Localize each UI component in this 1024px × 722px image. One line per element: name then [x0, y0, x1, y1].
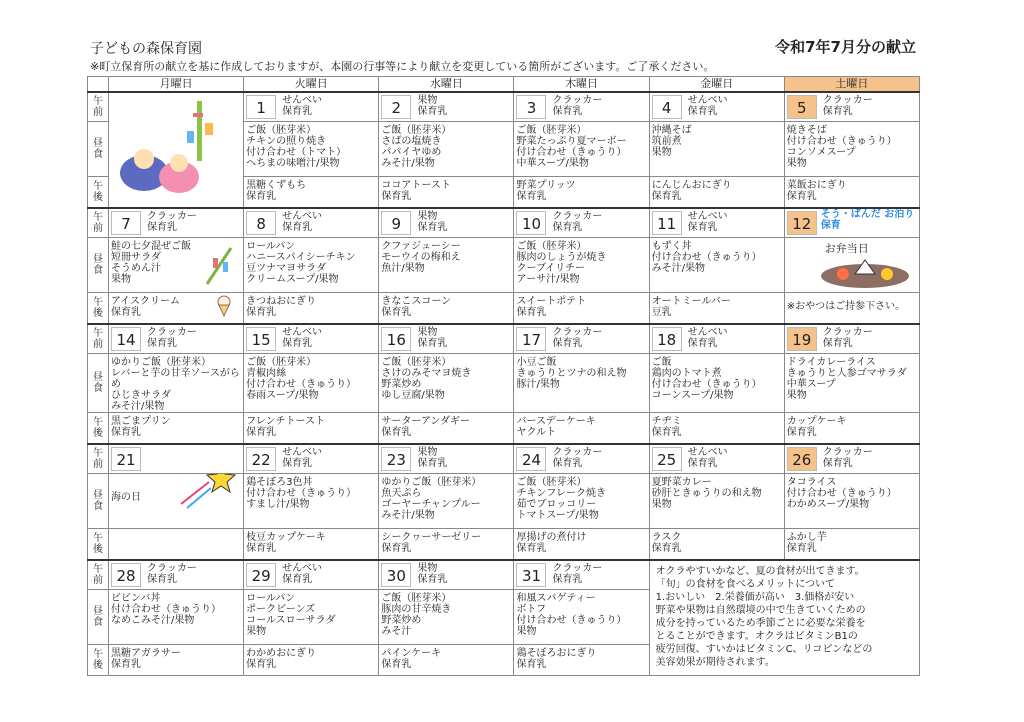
day-31-lunch — [514, 590, 649, 645]
snack-box — [379, 209, 513, 237]
day-12-snack-pm — [784, 293, 919, 325]
snack-box — [379, 325, 513, 353]
am-snack-text: 果物 保育乳 — [417, 447, 448, 469]
day-15-lunch — [244, 354, 379, 413]
lunch-text: クファジューシー モーウイの梅和え 魚汁/果物 — [381, 241, 461, 274]
day-7-snack-pm — [109, 293, 244, 325]
day-28-snack-am — [109, 560, 244, 590]
row-label-pm: 午 後 — [88, 645, 109, 676]
date-number-21: 21 — [111, 447, 141, 471]
day-1-snack-pm — [244, 177, 379, 209]
day-2-lunch — [379, 122, 514, 177]
day-1-lunch — [244, 122, 379, 177]
snack-box — [785, 445, 919, 473]
lunch-text: もずく丼 付け合わせ（きゅうり） みそ汁/果物 — [651, 241, 762, 274]
row-label-pm: 午 後 — [88, 413, 109, 445]
day-2-snack-pm — [379, 177, 514, 209]
row-label-am: 午 前 — [88, 324, 109, 354]
week-1-row-lunch — [88, 238, 920, 293]
snack-box — [379, 445, 513, 473]
pm-snack-text: 黒糖アガラサー 保育乳 — [111, 648, 181, 670]
day-25-snack-am — [649, 444, 784, 474]
lunch-text: 海の日 — [111, 492, 142, 503]
date-number-9: 9 — [381, 211, 411, 235]
week-3-row-pm — [88, 529, 920, 561]
pm-snack-text: 黒ごまプリン 保育乳 — [111, 416, 171, 438]
pm-snack-text: ※おやつはご持参下さい。 — [786, 301, 906, 312]
day-4-lunch — [649, 122, 784, 177]
bento-day-label: お弁当日 — [824, 242, 869, 255]
snack-box — [650, 325, 784, 353]
day-21-snack-am — [109, 444, 244, 474]
day-10-lunch — [514, 238, 649, 293]
pm-snack-text: シークヮーサーゼリー 保育乳 — [381, 532, 482, 554]
am-snack-text: 果物 保育乳 — [417, 327, 448, 349]
day-31-snack-pm — [514, 645, 649, 676]
weekday-sat: 土曜日 — [784, 77, 919, 93]
snack-box — [514, 93, 648, 121]
day-25-lunch — [649, 474, 784, 529]
lunch-text: ゆかりご飯（胚芽米） レバーと芋の甘辛ソースがらめ ひじきサラダ みそ汁/果物 — [111, 357, 240, 412]
pm-snack-text: カップケーキ 保育乳 — [786, 416, 847, 438]
snack-box — [109, 445, 243, 473]
date-number-11: 11 — [652, 211, 682, 235]
am-snack-text: クラッカー 保育乳 — [147, 327, 197, 349]
pm-snack-text: 黒糖くずもち 保育乳 — [246, 180, 307, 202]
day-29-snack-pm — [244, 645, 379, 676]
snack-box — [244, 445, 378, 473]
day-8-lunch — [244, 238, 379, 293]
snack-box — [109, 209, 243, 237]
am-snack-text: 果物 保育乳 — [417, 563, 448, 585]
row-label-pm: 午 後 — [88, 529, 109, 561]
lunch-text: ご飯 鶏肉のトマト煮 付け合わせ（きゅうり） コーンスープ/果物 — [651, 357, 762, 401]
lunch-text: ご飯（胚芽米） さけのみそマヨ焼き 野菜炒め ゆし豆腐/果物 — [381, 357, 472, 401]
event-label: そう・ばんだ お泊り保育 — [820, 209, 915, 231]
day-12-lunch — [784, 238, 919, 293]
lunch-text: ゆかりご飯（胚芽米） 魚天ぷら ゴーヤーチャンプルー みそ汁/果物 — [381, 477, 482, 521]
date-number-2: 2 — [381, 95, 411, 119]
snack-box — [109, 561, 243, 589]
day-8-snack-pm — [244, 293, 379, 325]
date-number-23: 23 — [381, 447, 411, 471]
day-29-lunch — [244, 590, 379, 645]
pm-snack-text: フレンチトースト 保育乳 — [246, 416, 326, 438]
day-18-lunch — [649, 354, 784, 413]
pm-snack-text: バースデーケーキ ヤクルト — [516, 416, 596, 438]
lunch-text: 焼きそば 付け合わせ（きゅうり） コンソメスープ 果物 — [786, 125, 897, 169]
bamboo-icon — [199, 244, 239, 288]
row-label-lunch: 昼 食 — [88, 590, 109, 645]
snack-box — [785, 93, 919, 121]
date-number-29: 29 — [246, 563, 276, 587]
menu-calendar — [87, 76, 920, 676]
date-number-28: 28 — [111, 563, 141, 587]
snack-box — [650, 209, 784, 237]
day-25-snack-pm — [649, 529, 784, 561]
pm-snack-text: 枝豆カップケーキ 保育乳 — [246, 532, 326, 554]
am-snack-text: 果物 保育乳 — [417, 95, 448, 117]
pm-snack-text: にんじんおにぎり 保育乳 — [651, 180, 732, 202]
day-22-snack-am — [244, 444, 379, 474]
day-30-lunch — [379, 590, 514, 645]
am-snack-text: せんべい 保育乳 — [282, 327, 322, 349]
date-number-22: 22 — [246, 447, 276, 471]
day-14-snack-pm — [109, 413, 244, 445]
lunch-text: ビビンバ丼 付け合わせ（きゅうり） なめこみそ汁/果物 — [111, 593, 222, 626]
weekday-mon: 月曜日 — [109, 77, 244, 93]
day-15-snack-am — [244, 324, 379, 354]
seasonal-food-note — [649, 560, 919, 676]
am-snack-text: クラッカー 保育乳 — [552, 447, 603, 469]
day-9-lunch — [379, 238, 514, 293]
lunch-text: ご飯（胚芽米） 野菜たっぷり夏マーボー 付け合わせ（きゅうり） 中華スープ/果物 — [516, 125, 627, 169]
snack-box — [379, 93, 513, 121]
snack-box — [244, 325, 378, 353]
date-number-7: 7 — [111, 211, 141, 235]
lunch-text: 夏野菜カレー 砂肝ときゅうりの和え物 果物 — [651, 477, 762, 510]
day-5-snack-am — [784, 92, 919, 122]
day-31-snack-am — [514, 560, 649, 590]
lunch-text: タコライス 付け合わせ（きゅうり） わかめスープ/果物 — [786, 477, 897, 510]
day-17-lunch — [514, 354, 649, 413]
pm-snack-text: パインケーキ 保育乳 — [381, 648, 442, 670]
date-number-12: 12 — [787, 211, 817, 235]
snack-box — [244, 561, 378, 589]
day-4-snack-pm — [649, 177, 784, 209]
snack-box — [514, 325, 648, 353]
row-label-am: 午 前 — [88, 208, 109, 238]
am-snack-text: クラッカー 保育乳 — [552, 563, 603, 585]
pm-snack-text: 野菜プリッツ 保育乳 — [516, 180, 576, 202]
row-label-lunch: 昼 食 — [88, 238, 109, 293]
menu-title: 令和7年7月分の献立 — [775, 38, 916, 56]
day-16-lunch — [379, 354, 514, 413]
pm-snack-text: わかめおにぎり 保育乳 — [246, 648, 317, 670]
pm-snack-text: 鶏そぼろおにぎり 保育乳 — [516, 648, 597, 670]
week-3-row-lunch — [88, 474, 920, 529]
day-12-snack-am — [784, 208, 919, 238]
am-snack-text: クラッカー 保育乳 — [552, 327, 603, 349]
lunch-text: 和風スパゲティー ボトフ 付け合わせ（きゅうり） 果物 — [516, 593, 627, 637]
bento-icon — [815, 254, 915, 290]
snack-box — [109, 325, 243, 353]
day-19-lunch — [784, 354, 919, 413]
day-28-snack-pm — [109, 645, 244, 676]
snack-box — [244, 93, 378, 121]
day-10-snack-pm — [514, 293, 649, 325]
day-26-snack-pm — [784, 529, 919, 561]
pm-snack-text: 厚揚げの煮付け 保育乳 — [516, 532, 587, 554]
date-number-16: 16 — [381, 327, 411, 351]
snack-box — [379, 561, 513, 589]
am-snack-text: せんべい 保育乳 — [687, 95, 728, 117]
snack-box — [785, 325, 919, 353]
pm-snack-text: オートミールバー 豆乳 — [651, 296, 731, 318]
lunch-text: ご飯（胚芽米） チキンフレーク焼き 茹でブロッコリー トマトスープ/果物 — [516, 477, 606, 521]
am-snack-text: せんべい 保育乳 — [687, 211, 728, 233]
date-number-17: 17 — [516, 327, 546, 351]
am-snack-text: クラッカー 保育乳 — [552, 95, 603, 117]
week-3-row-am — [88, 444, 920, 474]
day-14-snack-am — [109, 324, 244, 354]
row-label-am: 午 前 — [88, 444, 109, 474]
lunch-text: ご飯（胚芽米） さばの塩焼き パパイヤゆめ みそ汁/果物 — [381, 125, 452, 169]
week-1-row-pm — [88, 293, 920, 325]
pm-snack-text: ラスク 保育乳 — [651, 532, 682, 554]
lunch-text: 小豆ご飯 きゅうりとツナの和え物 豚汁/果物 — [516, 357, 627, 390]
day-5-lunch — [784, 122, 919, 177]
am-snack-text: せんべい 保育乳 — [282, 211, 322, 233]
weekday-wed: 水曜日 — [379, 77, 514, 93]
day-9-snack-am — [379, 208, 514, 238]
day-17-snack-am — [514, 324, 649, 354]
day-3-lunch — [514, 122, 649, 177]
pm-snack-text: きなこスコーン 保育乳 — [381, 296, 452, 318]
lunch-text: 鶏そぼろ3色丼 付け合わせ（きゅうり） すまし汁/果物 — [246, 477, 357, 510]
day-14-lunch — [109, 354, 244, 413]
day-18-snack-am — [649, 324, 784, 354]
snack-box — [514, 209, 648, 237]
date-number-3: 3 — [516, 95, 546, 119]
week-1-row-am — [88, 208, 920, 238]
pm-snack-text: サーターアンダギー 保育乳 — [381, 416, 471, 438]
am-snack-text: クラッカー 保育乳 — [147, 563, 197, 585]
day-24-lunch — [514, 474, 649, 529]
date-number-18: 18 — [652, 327, 682, 351]
day-3-snack-am — [514, 92, 649, 122]
date-number-24: 24 — [516, 447, 546, 471]
day-18-snack-pm — [649, 413, 784, 445]
weekday-thu: 木曜日 — [514, 77, 649, 93]
day-15-snack-pm — [244, 413, 379, 445]
corner-cell — [88, 77, 109, 93]
am-snack-text: せんべい 保育乳 — [687, 447, 728, 469]
lunch-text: ドライカレーライス きゅうりと人参ゴマサラダ 中華スープ 果物 — [786, 357, 907, 401]
pm-snack-text: スイートポテト 保育乳 — [516, 296, 587, 318]
pm-snack-text: アイスクリーム 保育乳 — [111, 296, 181, 318]
am-snack-text: クラッカー 保育乳 — [552, 211, 603, 233]
ice-cream-icon — [213, 295, 235, 317]
tanabata-icon — [109, 93, 243, 203]
day-30-snack-am — [379, 560, 514, 590]
day-3-snack-pm — [514, 177, 649, 209]
row-label-lunch: 昼 食 — [88, 354, 109, 413]
seasonal-note-text: オクラやすいかなど、夏の食材が出てきます。 「旬」の食材を食べるメリットについて 1.おいしい 2.栄養価が高い 3.価格が安い 野菜や果物は自然環境の中で生きていくための 成分を持っているため季節ごとに必要な栄養を とることができます。オクラはビタミンB1の 疲労回復、すいかはビタミンC、リコピンなどの 美容効果が期待されます。 — [655, 566, 873, 668]
row-label-am: 午 前 — [88, 560, 109, 590]
snack-box — [650, 445, 784, 473]
day-26-lunch — [784, 474, 919, 529]
day-28-lunch — [109, 590, 244, 645]
day-22-lunch — [244, 474, 379, 529]
date-number-10: 10 — [516, 211, 546, 235]
day-24-snack-pm — [514, 529, 649, 561]
weekday-fri: 金曜日 — [649, 77, 784, 93]
lunch-text: ご飯（胚芽米） 豚肉の甘辛焼き 野菜炒め みそ汁 — [381, 593, 452, 637]
day-8-snack-am — [244, 208, 379, 238]
pm-snack-text: ココアトースト 保育乳 — [381, 180, 451, 202]
day-16-snack-am — [379, 324, 514, 354]
day-4-snack-am — [649, 92, 784, 122]
week-4-row-am — [88, 560, 920, 590]
lunch-text: ロールパン ハニースパイシーチキン 豆ツナマヨサラダ クリームスープ/果物 — [246, 241, 356, 285]
day-11-snack-pm — [649, 293, 784, 325]
row-label-pm: 午 後 — [88, 177, 109, 209]
snack-box — [244, 209, 378, 237]
day-11-snack-am — [649, 208, 784, 238]
am-snack-text: クラッカー 保育乳 — [822, 95, 873, 117]
date-number-1: 1 — [246, 95, 276, 119]
week-2-row-lunch — [88, 354, 920, 413]
date-number-4: 4 — [652, 95, 682, 119]
pm-snack-text: チヂミ 保育乳 — [651, 416, 682, 438]
day-23-snack-pm — [379, 529, 514, 561]
lunch-text: ご飯（胚芽米） 青椒肉絲 付け合わせ（きゅうり） 春雨スープ/果物 — [246, 357, 357, 401]
day-22-snack-pm — [244, 529, 379, 561]
day-23-snack-am — [379, 444, 514, 474]
am-snack-text: せんべい 保育乳 — [282, 95, 322, 117]
day-10-snack-am — [514, 208, 649, 238]
lunch-text: ご飯（胚芽米） チキンの照り焼き 付け合わせ（トマト） へちまの味噌汁/果物 — [246, 125, 347, 169]
page-header — [90, 36, 920, 76]
day-30-snack-pm — [379, 645, 514, 676]
date-number-14: 14 — [111, 327, 141, 351]
am-snack-text: せんべい 保育乳 — [687, 327, 728, 349]
day-2-snack-am — [379, 92, 514, 122]
week-2-row-pm — [88, 413, 920, 445]
day-19-snack-pm — [784, 413, 919, 445]
date-number-8: 8 — [246, 211, 276, 235]
date-number-31: 31 — [516, 563, 546, 587]
week-0-row-am — [88, 92, 920, 122]
day-19-snack-am — [784, 324, 919, 354]
day-1-snack-am — [244, 92, 379, 122]
date-number-19: 19 — [787, 327, 817, 351]
date-number-26: 26 — [787, 447, 817, 471]
pm-snack-text: ふかし芋 保育乳 — [786, 532, 827, 554]
am-snack-text: 果物 保育乳 — [417, 211, 448, 233]
day-9-snack-pm — [379, 293, 514, 325]
day-21-lunch — [109, 474, 244, 529]
date-number-30: 30 — [381, 563, 411, 587]
date-number-15: 15 — [246, 327, 276, 351]
weekday-tue: 火曜日 — [244, 77, 379, 93]
day-24-snack-am — [514, 444, 649, 474]
lunch-text: ロールパン ポークビーンズ コールスローサラダ 果物 — [246, 593, 336, 637]
shooting-star-icon — [177, 474, 237, 511]
am-snack-text: クラッカー 保育乳 — [822, 327, 873, 349]
snack-box — [514, 445, 648, 473]
day-23-lunch — [379, 474, 514, 529]
snack-box — [650, 93, 784, 121]
day-5-snack-pm — [784, 177, 919, 209]
row-label-lunch: 昼 食 — [88, 474, 109, 529]
notice-text: ※町立保育所の献立を基に作成しておりますが、本園の行事等により献立を変更している箇所がございます。ご了承ください。 — [90, 60, 715, 73]
day-21-snack-pm — [109, 529, 244, 561]
tanabata-illustration — [109, 92, 244, 208]
pm-snack-text — [109, 529, 243, 532]
am-snack-text: クラッカー 保育乳 — [147, 211, 197, 233]
day-11-lunch — [649, 238, 784, 293]
pm-snack-text: 菜飯おにぎり 保育乳 — [786, 180, 847, 202]
am-snack-text: クラッカー 保育乳 — [822, 447, 873, 469]
row-label-pm: 午 後 — [88, 293, 109, 325]
lunch-text: 鮭の七夕混ぜご飯 短冊サラダ そうめん汁 果物 — [111, 241, 192, 285]
day-29-snack-am — [244, 560, 379, 590]
day-26-snack-am — [784, 444, 919, 474]
am-snack-text: せんべい 保育乳 — [282, 563, 322, 585]
date-number-25: 25 — [652, 447, 682, 471]
day-7-lunch — [109, 238, 244, 293]
day-7-snack-am — [109, 208, 244, 238]
row-label-am: 午 前 — [88, 92, 109, 122]
day-17-snack-pm — [514, 413, 649, 445]
pm-snack-text: きつねおにぎり 保育乳 — [246, 296, 317, 318]
school-name: 子どもの森保育園 — [90, 41, 202, 57]
weekday-header-row — [88, 77, 920, 93]
am-snack-text: せんべい 保育乳 — [282, 447, 322, 469]
date-number-5: 5 — [787, 95, 817, 119]
snack-box — [514, 561, 648, 589]
lunch-text: ご飯（胚芽米） 豚肉のしょうが焼き クーブイリチー アーサ汁/果物 — [516, 241, 607, 285]
day-16-snack-pm — [379, 413, 514, 445]
row-label-lunch: 昼 食 — [88, 122, 109, 177]
week-2-row-am — [88, 324, 920, 354]
snack-box — [785, 209, 919, 237]
lunch-text: 沖縄そば 筑前煮 果物 — [651, 125, 692, 158]
